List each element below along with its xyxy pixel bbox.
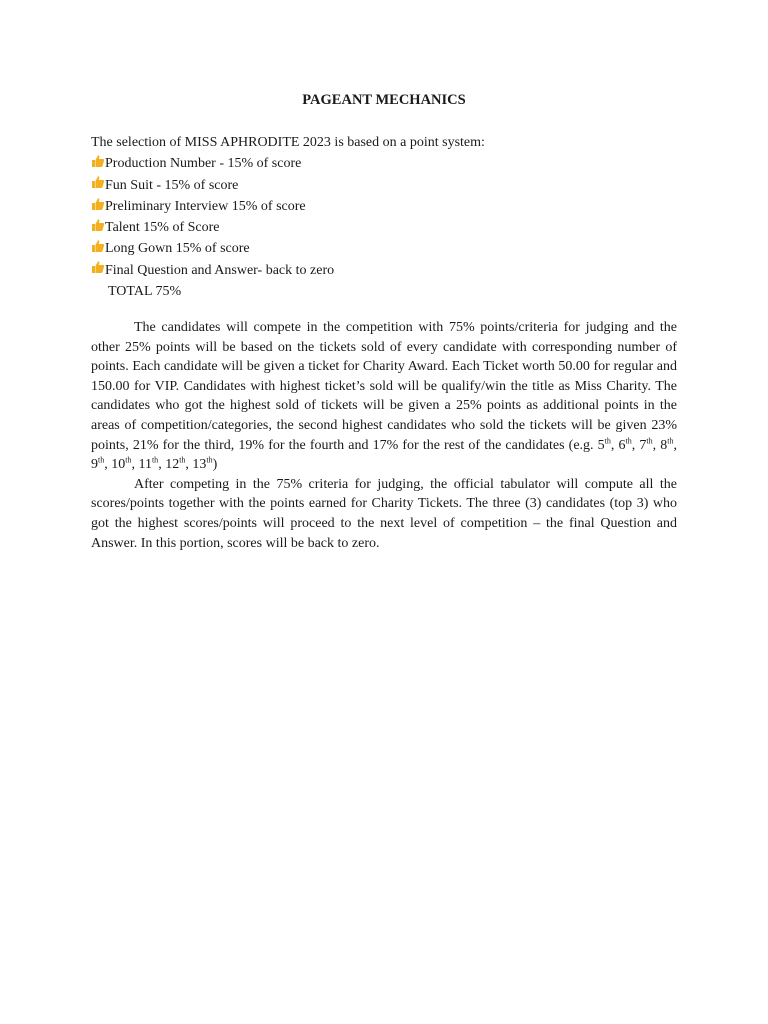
thumbs-up-icon bbox=[91, 239, 105, 253]
criteria-item bbox=[91, 153, 485, 174]
ordinal-example: 11th bbox=[138, 455, 159, 473]
page-title: PAGEANT MECHANICS bbox=[302, 92, 466, 108]
criteria-item-label: Production Number - 15% of score bbox=[105, 156, 302, 172]
ordinal-example: 8th bbox=[660, 435, 674, 453]
thumbs-up-icon bbox=[91, 260, 105, 274]
ordinal-example: 10th bbox=[111, 455, 132, 473]
paragraph-charity-text: The candidates will compete in the competition with 75% points/criteria for judging and the other 25% points will be based on the tickets sold of every candidate with corresponding number of points. Each candidate will be given a ticket for Charity Award. Each Ticket worth 50.00 for regular and 150.00 for VIP. Candidates with highest ticket’s sold will be qualify/win the title as Miss Charity. The candidates who got the highest sold of tickets will be given a 25% points as additional points in the areas of competition/categories, the second highest candidates who sold the tickets will be given 23% points, 21% for the third, 19% for the fourth and 17% for the rest of the candidates bbox=[91, 320, 677, 453]
ordinal-example: 5th bbox=[597, 435, 611, 453]
total-line: TOTAL 75% bbox=[108, 284, 182, 300]
ordinal-example: 13th bbox=[192, 455, 213, 473]
criteria-item bbox=[91, 217, 485, 238]
criteria-list bbox=[91, 153, 485, 281]
paragraph-charity bbox=[91, 318, 677, 475]
thumbs-up-icon bbox=[91, 218, 105, 232]
criteria-item bbox=[91, 175, 485, 196]
criteria-item bbox=[91, 238, 485, 259]
ordinal-example: 7th bbox=[639, 435, 653, 453]
ordinal-examples: (e.g. 5th, 6th, 7th, 8th, 9th, 10th, 11th, 12th, 13th) bbox=[91, 435, 678, 473]
intro-sentence: The selection of MISS APHRODITE 2023 is based on a point system: bbox=[91, 135, 485, 150]
body-text bbox=[91, 318, 677, 553]
thumbs-up-icon bbox=[91, 154, 105, 168]
criteria-item-label: Preliminary Interview 15% of score bbox=[105, 198, 306, 214]
criteria-item-label: Final Question and Answer- back to zero bbox=[105, 262, 335, 278]
criteria-item bbox=[91, 260, 485, 281]
thumbs-up-icon bbox=[91, 197, 105, 211]
criteria-item bbox=[91, 196, 485, 217]
ordinal-example: 6th bbox=[618, 435, 632, 453]
criteria-item-label: Long Gown 15% of score bbox=[105, 241, 250, 257]
paragraph-final-qa: After competing in the 75% criteria for judging, the official tabulator will compute all the scores/points together with the points earned for Charity Tickets. The three (3) candidates (top 3) who got the highest scores/points will proceed to the next level of competition – the final Question and Answer. In this portion, scores will be back to zero. bbox=[91, 476, 677, 551]
criteria-item-label: Talent 15% of Score bbox=[105, 220, 220, 236]
ordinal-example: 12th bbox=[165, 455, 186, 473]
thumbs-up-icon bbox=[91, 175, 105, 189]
ordinal-example: 9th bbox=[91, 455, 105, 473]
intro-block bbox=[91, 132, 485, 302]
criteria-item-label: Fun Suit - 15% of score bbox=[105, 177, 239, 193]
